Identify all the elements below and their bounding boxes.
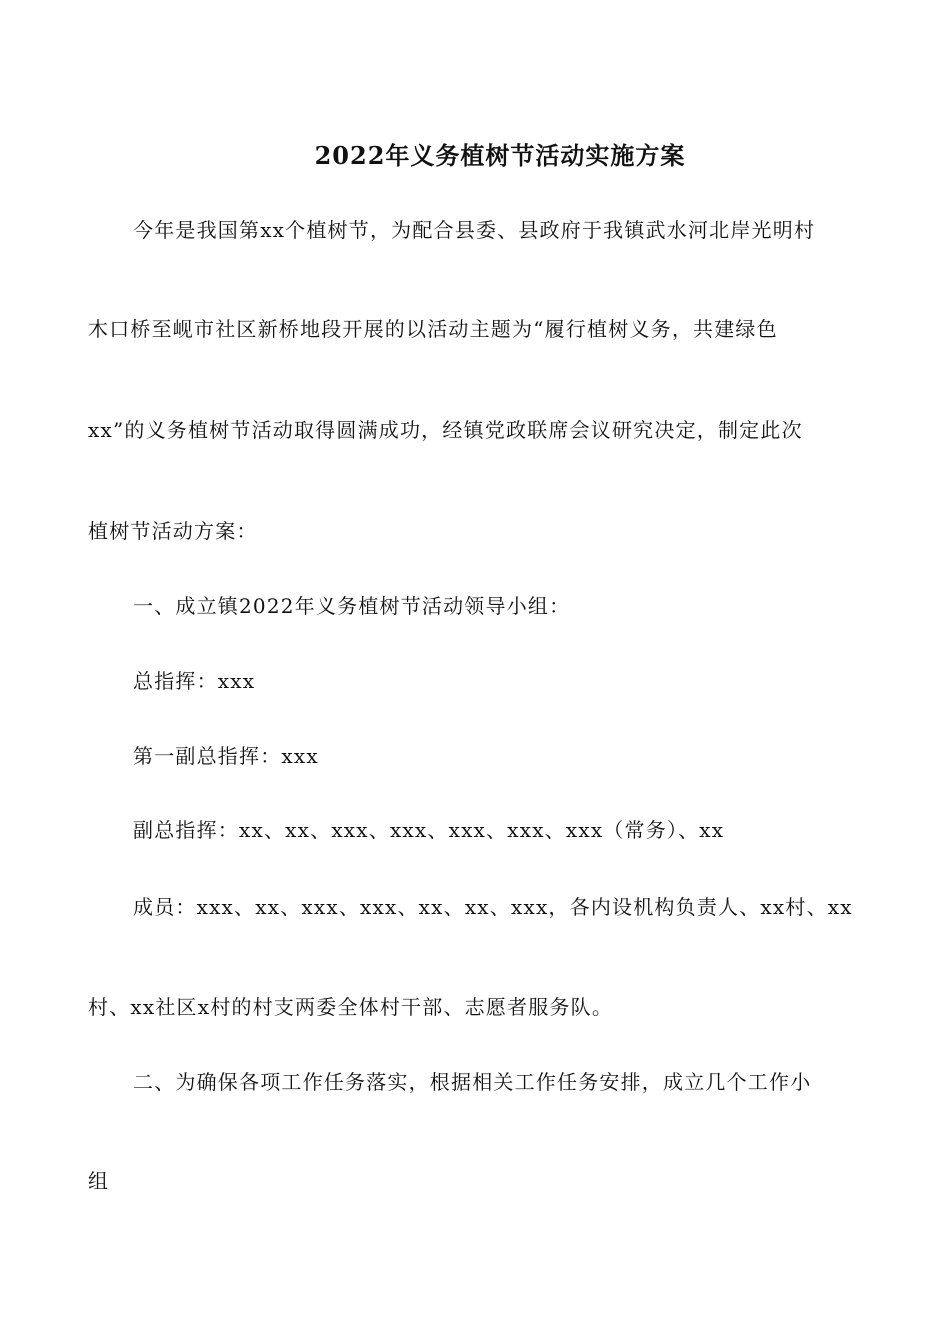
paragraph-line: 今年是我国第xx个植树节，为配合县委、县政府于我镇武水河北岸光明村 [133, 218, 816, 242]
paragraph-line: xx”的义务植树节活动取得圆满成功，经镇党政联席会议研究决定，制定此次 [88, 418, 803, 442]
paragraph-line: 第一副总指挥：xxx [133, 744, 319, 768]
paragraph-line: 组 [88, 1169, 110, 1193]
paragraph-line: 木口桥至岘市社区新桥地段开展的以活动主题为“履行植树义务，共建绿色 [88, 317, 778, 341]
paragraph-line: 植树节活动方案： [88, 519, 258, 543]
section-heading: 二、为确保各项工作任务落实，根据相关工作任务安排，成立几个工作小 [133, 1070, 812, 1094]
paragraph-line: 总指挥：xxx [133, 669, 256, 693]
section-heading: 一、成立镇2022年义务植树节活动领导小组： [133, 594, 571, 618]
paragraph-line: 村、xx社区x村的村支两委全体村干部、志愿者服务队。 [88, 995, 614, 1019]
document-title: 2022年义务植树节活动实施方案 [314, 141, 686, 170]
paragraph-line: 成员：xxx、xx、xxx、xxx、xx、xx、xxx，各内设机构负责人、xx村、xx [133, 895, 853, 919]
paragraph-line: 副总指挥：xx、xx、xxx、xxx、xxx、xxx、xxx（常务）、xx [133, 818, 725, 842]
